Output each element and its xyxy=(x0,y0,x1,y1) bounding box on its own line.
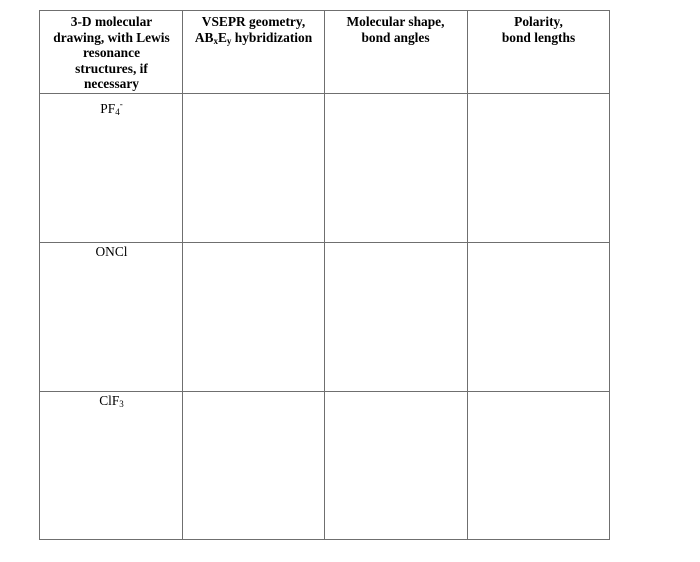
header-text: E xyxy=(217,29,227,45)
header-text: VSEPR geometry, xyxy=(201,14,306,29)
answer-cell[interactable] xyxy=(325,94,467,242)
formula-subscript: 3 xyxy=(119,399,124,409)
formula-superscript: - xyxy=(119,99,123,109)
header-text: necessary xyxy=(83,76,140,92)
answer-cell[interactable] xyxy=(325,243,467,391)
header-text: hybridization xyxy=(231,29,313,45)
formula-base: ClF xyxy=(99,393,120,408)
header-text: Polarity, xyxy=(514,14,563,29)
header-text: 3-D molecular xyxy=(70,14,153,29)
answer-cell[interactable] xyxy=(183,94,324,242)
formula-base: PF xyxy=(100,101,116,116)
row-label-clf3 xyxy=(40,393,183,412)
header-text: Molecular shape, xyxy=(346,14,445,29)
row-label-oncl xyxy=(40,244,183,260)
answer-cell[interactable] xyxy=(183,392,324,539)
header-vsepr-geometry xyxy=(182,11,325,93)
header-text: bond angles xyxy=(361,29,430,45)
header-polarity xyxy=(467,11,610,93)
header-3d-drawing xyxy=(40,11,183,93)
answer-cell[interactable] xyxy=(325,392,467,539)
answer-cell[interactable] xyxy=(468,243,609,391)
header-subscript: y xyxy=(226,35,232,46)
formula-base: ONCl xyxy=(95,244,128,259)
formula-subscript: 4 xyxy=(115,107,120,117)
header-subscript: x xyxy=(213,35,218,46)
answer-cell[interactable] xyxy=(183,243,324,391)
row-label-pf4 xyxy=(40,96,183,120)
answer-cell[interactable] xyxy=(468,94,609,242)
header-molecular-shape xyxy=(324,11,467,93)
header-text: AB xyxy=(194,29,214,45)
molecule-table xyxy=(39,10,610,540)
header-text: bond lengths xyxy=(501,29,576,45)
header-text: drawing, with Lewis xyxy=(53,29,170,45)
header-text: resonance xyxy=(82,45,141,61)
header-text: structures, if xyxy=(75,60,148,76)
answer-cell[interactable] xyxy=(468,392,609,539)
header-abxey-line xyxy=(182,30,325,50)
